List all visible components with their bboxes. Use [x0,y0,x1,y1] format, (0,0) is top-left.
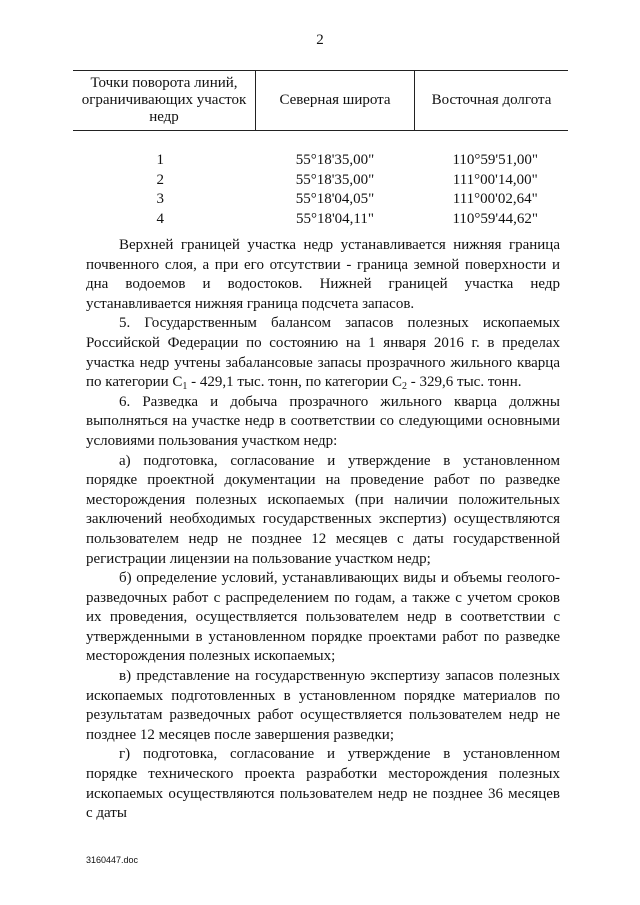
header-north-latitude: Северная широта [256,71,415,131]
latitude-cell: 55°18'35,00" [295,171,375,188]
paragraph-reserves [86,314,560,392]
paragraph-condition-a: а) подготовка, согласование и утверждение в установленном порядке проектной документации на проведение работ по разведке месторождения полезных ископаемых (при наличии положительных заключений необходимых государственных экспертиз) осуществляются пользователем недр не позднее 12 месяцев с даты государственной регистрации лицензии на пользование участком недр; [86,452,560,567]
paragraph-condition-b: б) определение условий, устанавливающих виды и объемы геолого-разведочных работ с распределением по годам, а также с учетом сроков их проведения, осуществляется пользователем недр в соответствии с утвержденными в установленном порядке проектами работ по разведке месторождения полезных ископаемых; [86,570,560,665]
paragraph-condition-d: г) подготовка, согласование и утверждение в установленном порядке технического проекта разработки месторождения полезных ископаемых осуществляются пользователем недр не позднее 36 месяцев с даты [86,746,560,822]
reserves-text-b: - 429,1 тыс. тонн, по категории C [187,374,403,391]
document-body [86,236,560,824]
table-row [73,190,568,210]
reserves-text-a: 5. Государственным балансом запасов полезных ископаемых Российской Федерации по состоянию на 1 января 2016 г. в пределах участка недр учтены забалансовые запасы прозрачного жильного кварца по категории C [86,315,560,391]
point-number: 1 [156,152,164,168]
table-row [73,171,568,191]
point-number: 4 [156,210,164,227]
longitude-cell: 110°59'44,62" [452,210,539,227]
page-number: 2 [316,32,324,48]
file-name-footer: 3160447.doc [86,855,139,865]
point-number: 2 [156,171,164,188]
latitude-cell: 55°18'35,00" [295,152,375,168]
latitude-cell: 55°18'04,11" [295,210,375,227]
paragraph-condition-c: в) представление на государственную экспертизу запасов полезных ископаемых подготовленных в установленном порядке материалов по результатам разведочных работ осуществляется пользователем недр не позднее 12 месяцев после завершения разведки; [86,668,560,743]
paragraph-boundaries: Верхней границей участка недр устанавливается нижняя граница почвенного слоя, а при его отсутствии - граница земной поверхности и дна водоемов и водостоков. Нижней границей участка недр устанавливается нижняя граница подсчета запасов. [86,237,560,312]
reserves-text-c: - 329,6 тыс. тонн. [407,374,522,391]
header-east-longitude: Восточная долгота [415,71,569,131]
paragraph-conditions: 6. Разведка и добыча прозрачного жильного кварца должны выполняться на участке недр в соответствии со следующими основными условиями пользования участком недр: [86,393,560,449]
table-row [73,210,568,230]
longitude-cell: 111°00'14,00" [452,171,538,188]
longitude-cell: 110°59'51,00" [452,152,539,168]
longitude-cell: 111°00'02,64" [452,191,538,207]
point-number: 3 [156,191,164,207]
latitude-cell: 55°18'04,05" [295,191,375,207]
coordinates-table [73,70,568,229]
category-subscript-1: 1 [182,381,188,393]
table-header-row [73,71,568,131]
category-subscript-2: 2 [402,381,408,393]
table-row [73,151,568,171]
header-turning-points: Точки поворота линий, ограничивающих участок недр [73,71,256,131]
